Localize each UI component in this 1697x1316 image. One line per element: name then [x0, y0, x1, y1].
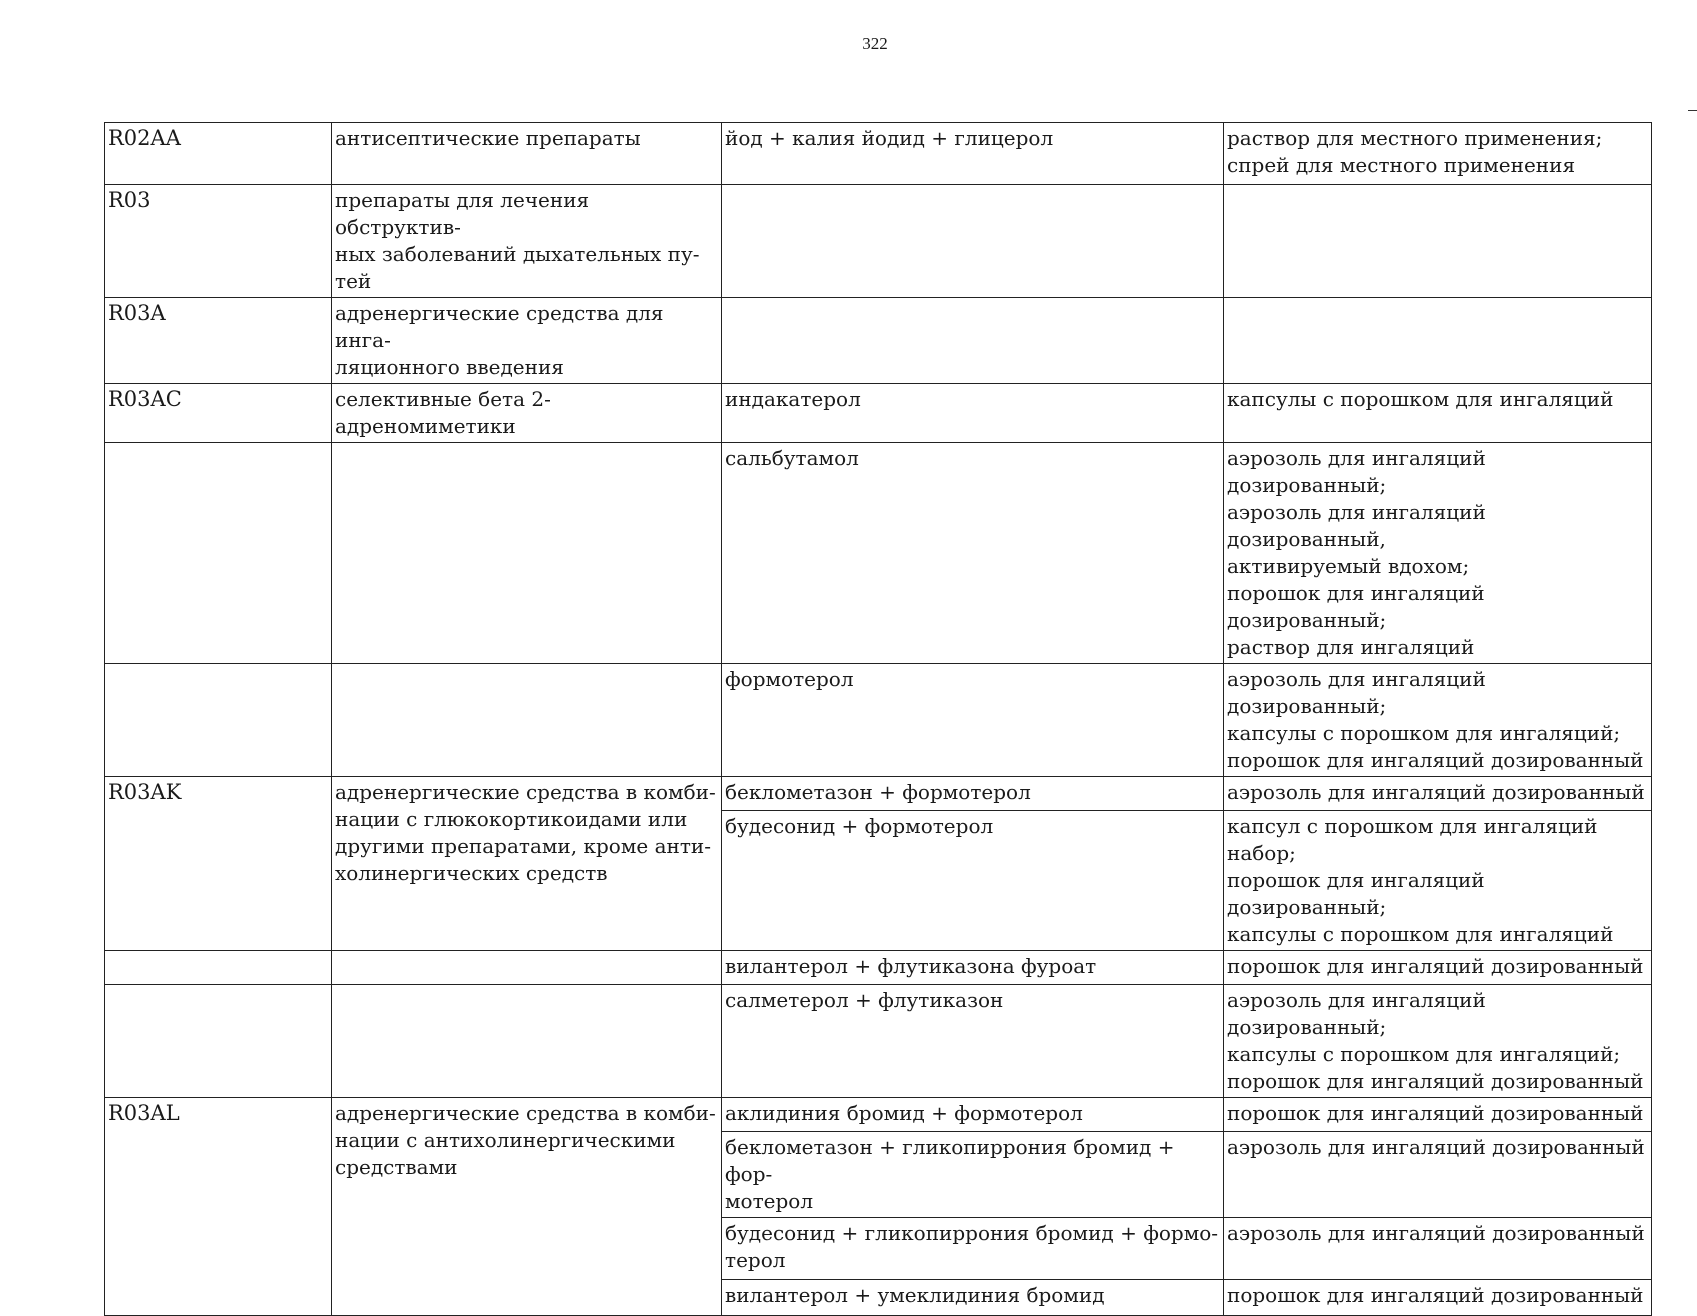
dosage-form-cell: порошок для ингаляций дозированный — [1224, 951, 1652, 985]
group-cell — [332, 985, 722, 1098]
drug-table — [104, 122, 1652, 1316]
page-number: 322 — [862, 34, 888, 53]
inn-cell: будесонид + гликопиррония бромид + формо- терол — [722, 1218, 1224, 1280]
dosage-form-cell: аэрозоль для ингаляций дозированный — [1224, 1132, 1652, 1218]
table-row — [105, 777, 1652, 811]
inn-cell — [722, 185, 1224, 298]
dosage-form-cell: порошок для ингаляций дозированный — [1224, 1280, 1652, 1316]
table-row — [105, 664, 1652, 777]
table-row — [105, 985, 1652, 1098]
group-cell: адренергические средства в комби- нации с антихолинергическими средствами — [332, 1098, 722, 1316]
table-row — [105, 1098, 1652, 1132]
group-cell: адренергические средства в комби- нации с глюкокортикоидами или другими препаратами, кроме анти- холинергических средств — [332, 777, 722, 951]
dosage-form-cell: аэрозоль для ингаляций дозированный; капсулы с порошком для ингаляций; порошок для ингаляций дозированный — [1224, 985, 1652, 1098]
dosage-form-cell: аэрозоль для ингаляций дозированный — [1224, 1218, 1652, 1280]
group-cell: адренергические средства для инга- ляционного введения — [332, 298, 722, 384]
dosage-form-cell: аэрозоль для ингаляций дозированный — [1224, 777, 1652, 811]
atc-code-cell: R03A — [105, 298, 332, 384]
inn-cell: аклидиния бромид + формотерол — [722, 1098, 1224, 1132]
atc-code-cell: R03AL — [105, 1098, 332, 1316]
inn-cell: формотерол — [722, 664, 1224, 777]
group-cell: антисептические препараты — [332, 123, 722, 185]
dosage-form-cell: аэрозоль для ингаляций дозированный; капсулы с порошком для ингаляций; порошок для ингаляций дозированный — [1224, 664, 1652, 777]
inn-cell: будесонид + формотерол — [722, 811, 1224, 951]
group-cell: селективные бета 2-адреномиметики — [332, 384, 722, 443]
atc-code-cell: R03AK — [105, 777, 332, 951]
atc-code-cell: R03AC — [105, 384, 332, 443]
atc-code-cell: R03 — [105, 185, 332, 298]
group-cell — [332, 951, 722, 985]
dosage-form-cell: аэрозоль для ингаляций дозированный; аэрозоль для ингаляций дозированный, активируемый вдохом; порошок для ингаляций дозированный; раствор для ингаляций — [1224, 443, 1652, 664]
atc-code-cell — [105, 664, 332, 777]
table-row — [105, 185, 1652, 298]
group-cell — [332, 443, 722, 664]
table-row — [105, 298, 1652, 384]
dosage-form-cell — [1224, 298, 1652, 384]
dosage-form-cell — [1224, 185, 1652, 298]
atc-code-cell — [105, 951, 332, 985]
table-row — [105, 443, 1652, 664]
inn-cell: беклометазон + гликопиррония бромид + фор- мотерол — [722, 1132, 1224, 1218]
inn-cell: вилантерол + флутиказона фуроат — [722, 951, 1224, 985]
dosage-form-cell: капсулы с порошком для ингаляций — [1224, 384, 1652, 443]
margin-mark — [1688, 110, 1697, 111]
atc-code-cell — [105, 443, 332, 664]
inn-cell: вилантерол + умеклидиния бромид — [722, 1280, 1224, 1316]
inn-cell: беклометазон + формотерол — [722, 777, 1224, 811]
group-cell: препараты для лечения обструктив- ных заболеваний дыхательных пу- тей — [332, 185, 722, 298]
inn-cell: йод + калия йодид + глицерол — [722, 123, 1224, 185]
table-row — [105, 384, 1652, 443]
table-row — [105, 951, 1652, 985]
atc-code-cell: R02AA — [105, 123, 332, 185]
dosage-form-cell: порошок для ингаляций дозированный — [1224, 1098, 1652, 1132]
inn-cell — [722, 298, 1224, 384]
inn-cell: салметерол + флутиказон — [722, 985, 1224, 1098]
dosage-form-cell: капсул с порошком для ингаляций набор; порошок для ингаляций дозированный; капсулы с порошком для ингаляций — [1224, 811, 1652, 951]
table-row — [105, 123, 1652, 185]
atc-code-cell — [105, 985, 332, 1098]
dosage-form-cell: раствор для местного применения; спрей для местного применения — [1224, 123, 1652, 185]
inn-cell: сальбутамол — [722, 443, 1224, 664]
group-cell — [332, 664, 722, 777]
inn-cell: индакатерол — [722, 384, 1224, 443]
